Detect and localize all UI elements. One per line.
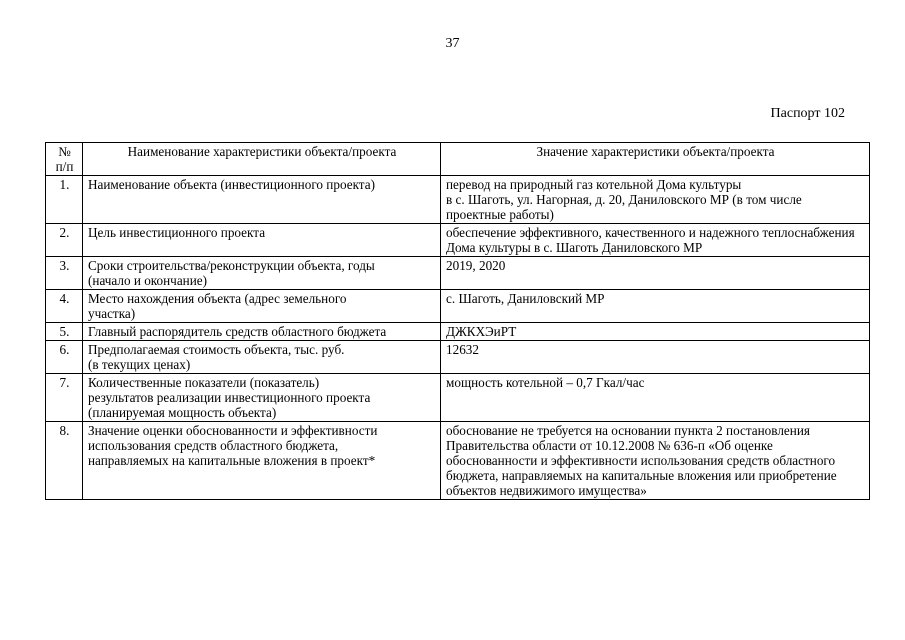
passport-table [45,142,870,500]
header-name: Наименование характеристики объекта/проекта [83,143,441,176]
row-num: 8. [46,422,83,500]
row-value: 12632 [441,341,870,374]
row-name: Предполагаемая стоимость объекта, тыс. руб. (в текущих ценах) [83,341,441,374]
row-name: Сроки строительства/реконструкции объекта, годы (начало и окончание) [83,257,441,290]
row-name: Значение оценки обоснованности и эффективности использования средств областного бюджета, направляемых на капитальные вложения в проект* [83,422,441,500]
row-value: обоснование не требуется на основании пункта 2 постановления Правительства области от 10.12.2008 № 636-п «Об оценке обоснованности и эффективности использования средств областного бюджета, направляемых на капитальные вложения или приобретение объектов недвижимого имущества» [441,422,870,500]
table-header-row [46,143,870,176]
row-name: Наименование объекта (инвестиционного проекта) [83,176,441,224]
passport-label: Паспорт 102 [770,106,845,121]
row-value: обеспечение эффективного, качественного и надежного теплоснабжения Дома культуры в с. Шаготь Даниловского МР [441,224,870,257]
row-num: 1. [46,176,83,224]
row-num: 7. [46,374,83,422]
header-value: Значение характеристики объекта/проекта [441,143,870,176]
table-row [46,257,870,290]
row-value: мощность котельной – 0,7 Гкал/час [441,374,870,422]
table-row [46,323,870,341]
table-row [46,176,870,224]
page-number: 37 [445,36,460,51]
table-row [46,341,870,374]
row-num: 5. [46,323,83,341]
row-value: перевод на природный газ котельной Дома культуры в с. Шаготь, ул. Нагорная, д. 20, Даниловского МР (в том числе проектные работы) [441,176,870,224]
table-row [46,422,870,500]
row-value: 2019, 2020 [441,257,870,290]
table-row [46,374,870,422]
header-num: № п/п [46,143,83,176]
table-row [46,290,870,323]
row-name: Количественные показатели (показатель) результатов реализации инвестиционного проекта (планируемая мощность объекта) [83,374,441,422]
table-row [46,224,870,257]
row-num: 3. [46,257,83,290]
row-name: Место нахождения объекта (адрес земельного участка) [83,290,441,323]
row-name: Главный распорядитель средств областного бюджета [83,323,441,341]
row-num: 2. [46,224,83,257]
row-value: ДЖКХЭиРТ [441,323,870,341]
row-value: с. Шаготь, Даниловский МР [441,290,870,323]
row-name: Цель инвестиционного проекта [83,224,441,257]
row-num: 6. [46,341,83,374]
row-num: 4. [46,290,83,323]
